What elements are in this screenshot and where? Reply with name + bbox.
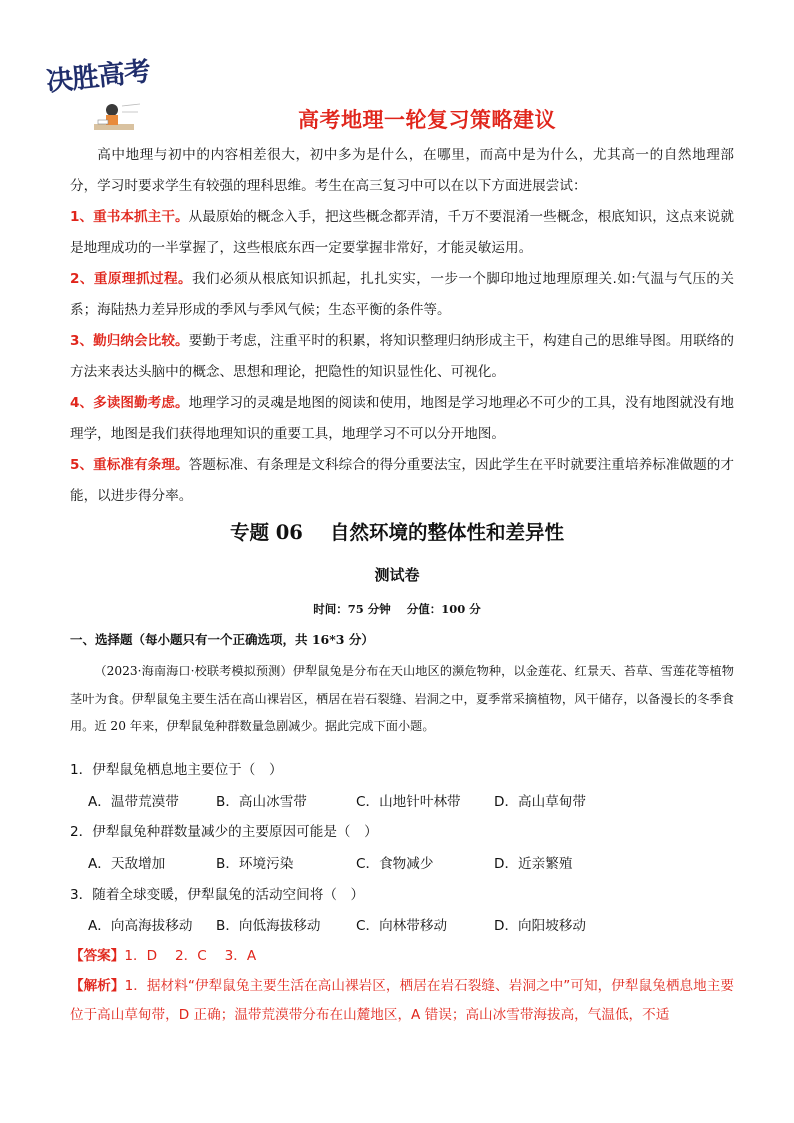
tip-heading: 2、重原理抓过程。 <box>70 271 193 287</box>
intro-paragraph: 高中地理与初中的内容相差很大，初中多为是什么，在哪里，而高中是为什么，尤其高一的自然地理部分，学习时要求学生有较强的理科思维。考生在高三复习中可以在以下方面进展尝试： <box>70 147 734 194</box>
tip-heading: 3、勤归纳会比较。 <box>70 333 189 349</box>
test-subtitle: 测试卷 <box>374 566 420 584</box>
question-2-stem: 2．伊犁鼠兔种群数量减少的主要原因可能是（ ） <box>70 824 378 840</box>
option-b: B．环境污染 <box>216 856 294 872</box>
answer-label: 【答案】 <box>70 948 125 964</box>
tip-heading: 5、重标准有条理。 <box>70 457 189 473</box>
question-3-options <box>88 914 596 934</box>
tip-body: 从最原始的概念入手，把这些概念都弄清，千万不要混淆一些概念，根底知识，这点来说就是地理成功的一半掌握了，这些根底东西一定要掌握非常好，才能灵敏运用。 <box>70 209 734 256</box>
logo-text: 决胜高考 <box>44 56 152 98</box>
option-a: A．向高海拔移动 <box>88 918 193 934</box>
option-d: D．近亲繁殖 <box>494 856 573 872</box>
option-d: D．向阳坡移动 <box>494 918 587 934</box>
analysis-text: 1．据材料“伊犁鼠兔主要生活在高山裸岩区，栖居在岩石裂缝、岩洞之中”可知，伊犁鼠兔栖息地主要位于高山草甸带，D 正确；温带荒漠带分布在山麓地区，A 错误；高山冰雪带海拔高，气温低，不适 <box>70 978 735 1023</box>
tip-body: 我们必须从根底知识抓起，扎扎实实，一步一个脚印地过地理原理关.如:气温与气压的关系；海陆热力差异形成的季风与季风气候；生态平衡的条件等。 <box>70 271 734 318</box>
tip-paragraph-1 <box>70 202 734 264</box>
section-heading: 一、选择题（每小题只有一个正确选项，共 16*3 分） <box>70 632 374 647</box>
topic-title: 专题 06 自然环境的整体性和差异性 <box>229 521 565 544</box>
option-c: C．山地针叶林带 <box>356 794 461 810</box>
tip-paragraph-3 <box>70 326 734 388</box>
tip-body: 地理学习的灵魂是地图的阅读和使用，地图是学习地理必不可少的工具，没有地图就没有地理学，地图是我们获得地理知识的重要工具，地理学习不可以分开地图。 <box>70 395 734 442</box>
answer-line <box>70 944 256 964</box>
question-1-options <box>88 790 596 810</box>
option-b: B．高山冰雪带 <box>216 794 307 810</box>
time-score-line: 时间：75 分钟 分值：100 分 <box>313 602 481 616</box>
analysis-paragraph <box>70 972 734 1030</box>
tip-paragraph-4 <box>70 388 734 450</box>
option-a: A．温带荒漠带 <box>88 794 179 810</box>
tip-heading: 4、多读图勤考虑。 <box>70 395 189 411</box>
tip-paragraph-5 <box>70 450 734 512</box>
tip-body: 要勤于考虑，注重平时的积累，将知识整理归纳形成主干，构建自己的思维导图。用联络的方法来表达头脑中的概念、思想和理论，把隐性的知识显性化、可视化。 <box>70 333 734 380</box>
question-1-stem: 1．伊犁鼠兔栖息地主要位于（ ） <box>70 762 283 778</box>
option-c: C．向林带移动 <box>356 918 448 934</box>
option-d: D．高山草甸带 <box>494 794 587 810</box>
page-title: 高考地理一轮复习策略建议 <box>298 108 556 132</box>
analysis-label: 【解析】 <box>70 978 125 994</box>
question-2-options <box>88 852 582 872</box>
tip-body: 答题标准、有条理是文科综合的得分重要法宝，因此学生在平时就要注重培养标准做题的才能，以进步得分率。 <box>70 457 734 504</box>
tip-paragraph-2 <box>70 264 734 326</box>
answer-text: 1．D 2．C 3．A <box>124 948 257 964</box>
option-a: A．天敌增加 <box>88 856 166 872</box>
question-3-stem: 3．随着全球变暖，伊犁鼠兔的活动空间将（ ） <box>70 887 365 903</box>
material-paragraph: （2023·海南海口·校联考模拟预测）伊犁鼠兔是分布在天山地区的濒危物种，以金莲花、红景天、苔草、雪莲花等植物茎叶为食。伊犁鼠兔主要生活在高山裸岩区，栖居在岩石裂缝、岩洞之中，夏季常采摘植物，风干储存，以备漫长的冬季食用。近 20 年来，伊犁鼠兔种群数量急剧减少。据此完成下面小题。 <box>70 664 734 733</box>
option-c: C．食物减少 <box>356 856 434 872</box>
tip-heading: 1、重书本抓主干。 <box>70 209 189 225</box>
option-b: B．向低海拔移动 <box>216 918 321 934</box>
